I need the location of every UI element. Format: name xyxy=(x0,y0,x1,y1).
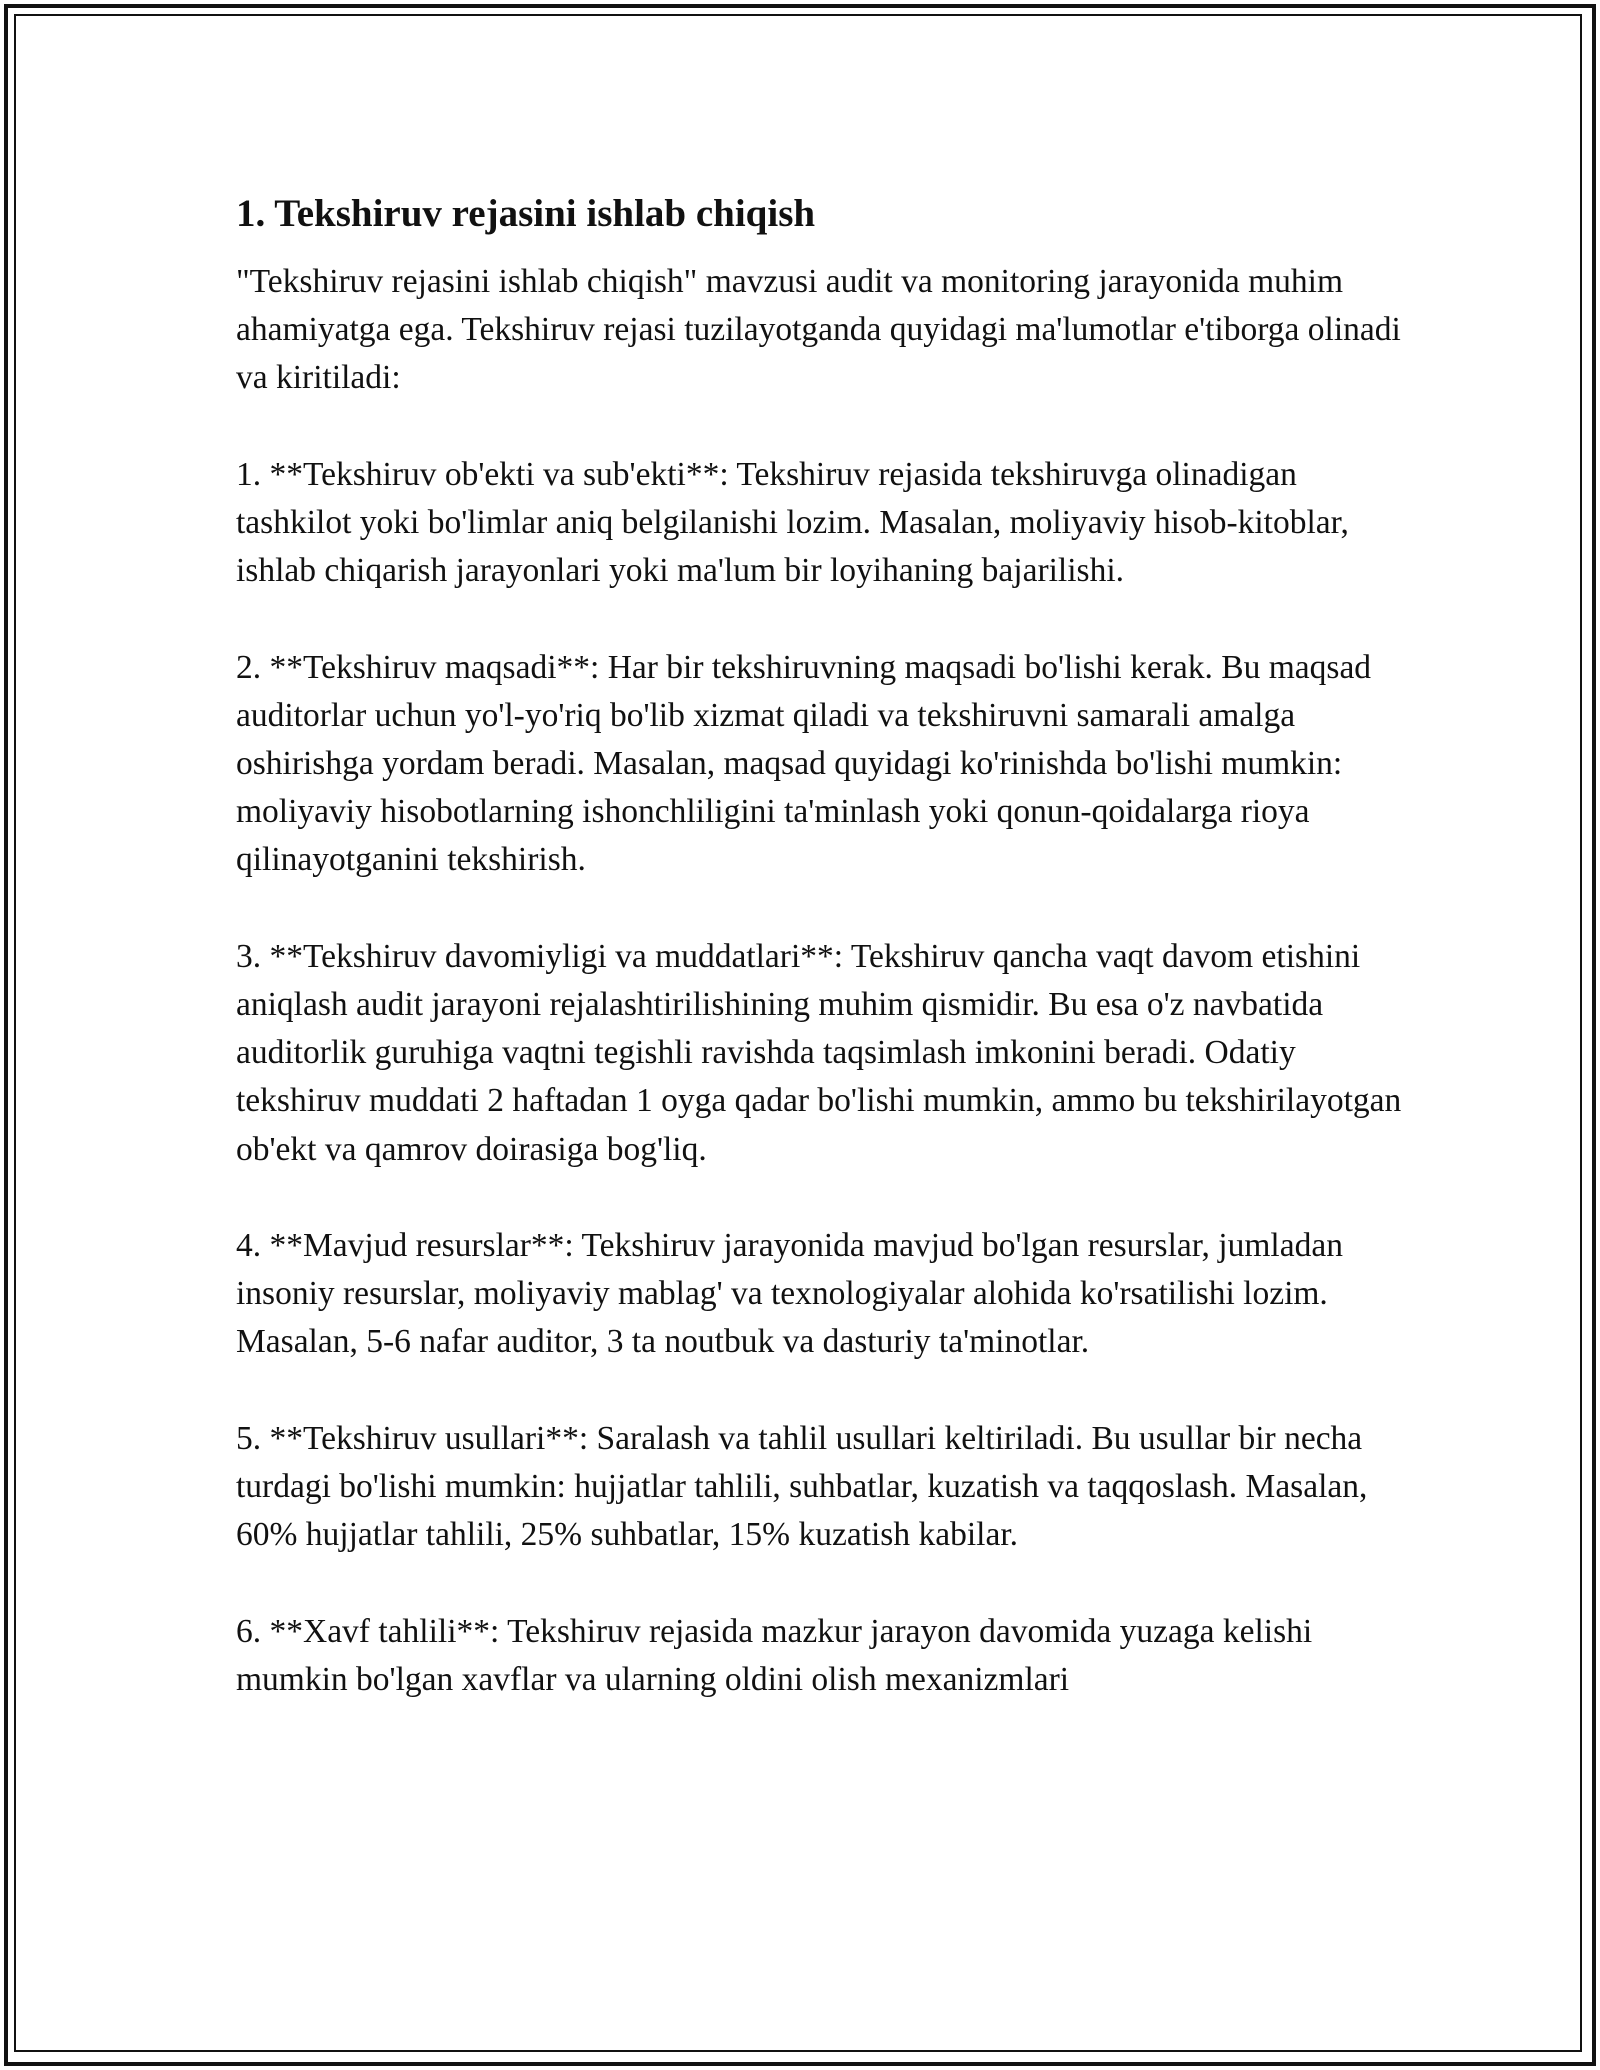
list-item-resources: 4. **Mavjud resurslar**: Tekshiruv jarayonida mavjud bo'lgan resurslar, jumladan insoniy resurslar, moliyaviy mablag' va texnologiyalar alohida ko'rsatilishi lozim. Masalan, 5-6 nafar auditor, 3 ta noutbuk va dasturiy ta'minotlar. xyxy=(236,1227,1343,1361)
intro-paragraph: "Tekshiruv rejasini ishlab chiqish" mavzusi audit va monitoring jarayonida muhim ahamiyatga ega. Tekshiruv rejasi tuzilayotganda quyidagi ma'lumotlar e'tiborga olinadi va kiritiladi: xyxy=(236,263,1401,397)
list-item-object: 1. **Tekshiruv ob'ekti va sub'ekti**: Tekshiruv rejasida tekshiruvga olinadigan tashkilot yoki bo'limlar aniq belgilanishi lozim. Masalan, moliyaviy hisob-kitoblar, ishlab chiqarish jarayonlari yoki ma'lum bir loyihaning bajarilishi. xyxy=(236,455,1349,590)
list-item-methods: 5. **Tekshiruv usullari**: Saralash va tahlil usullari keltiriladi. Bu usullar bir necha turdagi bo'lishi mumkin: hujjatlar tahlili, suhbatlar, kuzatish va taqqoslash. Masalan, 60% hujjatlar tahlili, 25% suhbatlar, 15% kuzatish kabilar. xyxy=(236,1419,1368,1554)
list-item-purpose: 2. **Tekshiruv maqsadi**: Har bir tekshiruvning maqsadi bo'lishi kerak. Bu maqsad auditorlar uchun yo'l-yo'riq bo'lib xizmat qiladi va tekshiruvni samarali amalga oshirishga yordam beradi. Masalan, maqsad quyidagi ko'rinishda bo'lishi mumkin: moliyaviy hisobotlarning ishonchliligini ta'minlash yoki qonun-qoidalarga rioya qilinayotganini tekshirish. xyxy=(236,648,1372,879)
document-title: 1. Tekshiruv rejasini ishlab chiqish xyxy=(236,192,816,235)
list-item-risk: 6. **Xavf tahlili**: Tekshiruv rejasida mazkur jarayon davomida yuzaga kelishi mumkin bo'lgan xavflar va ularning oldini olish mexanizmlari xyxy=(236,1612,1313,1698)
list-item-duration: 3. **Tekshiruv davomiyligi va muddatlari**: Tekshiruv qancha vaqt davom etishini aniqlash audit jarayoni rejalashtirilishining muhim qismidir. Bu esa o'z navbatida auditorlik guruhiga vaqtni tegishli ravishda taqsimlash imkonini beradi. Odatiy tekshiruv muddati 2 haftadan 1 oyga qadar bo'lishi mumkin, ammo bu tekshirilayotgan ob'ekt va qamrov doirasiga bog'liq. xyxy=(236,937,1402,1168)
document-body xyxy=(236,186,1406,1752)
